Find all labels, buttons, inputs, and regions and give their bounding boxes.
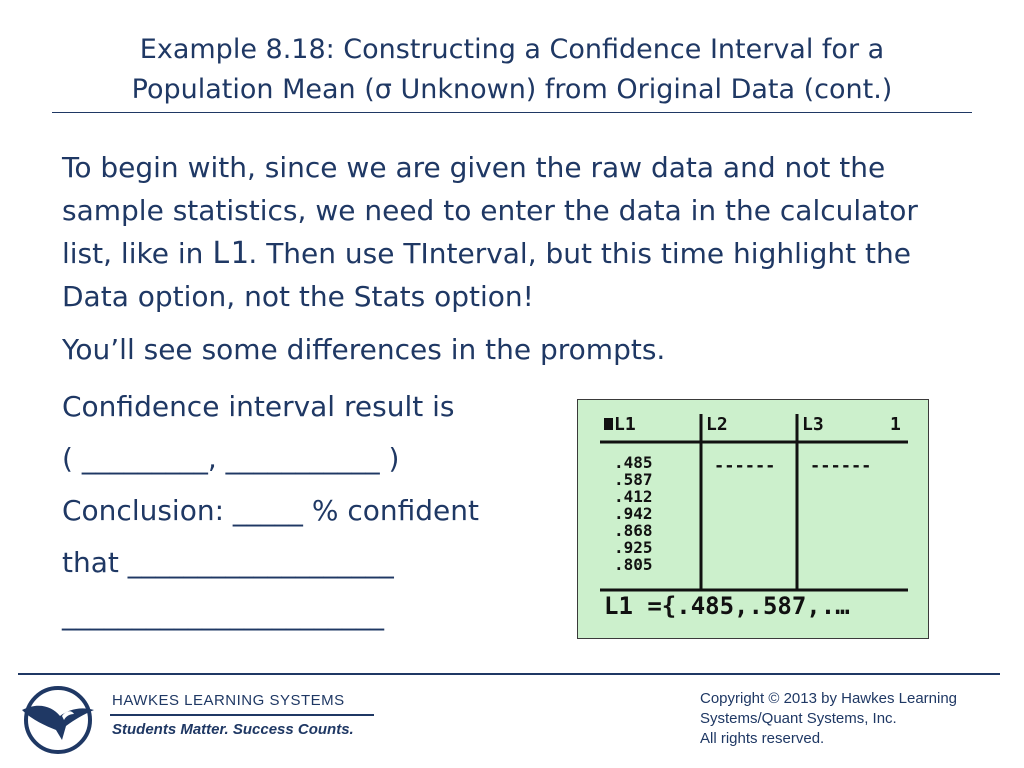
calc-value: .485 bbox=[614, 453, 653, 472]
copyright-notice bbox=[700, 689, 1010, 749]
calc-list2-placeholder: ------ bbox=[714, 456, 776, 476]
prompts-note: You’ll see some differences in the prompts. bbox=[62, 333, 666, 366]
title-divider bbox=[52, 112, 972, 113]
calc-header-l1: L1 bbox=[614, 414, 636, 435]
calc-value: .587 bbox=[614, 470, 653, 489]
calc-value: .942 bbox=[614, 504, 653, 523]
slide-title-line-2: Population Mean (σ Unknown) from Original Data (cont.) bbox=[131, 74, 893, 105]
result-line-3: Conclusion: _____ % confident bbox=[62, 494, 479, 527]
instruction-paragraph bbox=[62, 146, 962, 318]
instruction-text-1: To begin with, since we are given the raw data and not the sample statistics, we need to enter the data in the calculator list, like in bbox=[62, 151, 918, 270]
copyright-line-3: All rights reserved. bbox=[700, 730, 825, 747]
copyright-line-1: Copyright © 2013 by Hawkes Learning bbox=[700, 690, 958, 707]
copyright-line-2: Systems/Quant Systems, Inc. bbox=[700, 710, 897, 727]
calc-header-l2: L2 bbox=[706, 414, 728, 435]
result-line-4: that ___________________ bbox=[62, 546, 394, 579]
calc-value: .925 bbox=[614, 538, 653, 557]
result-line-5: _______________________ bbox=[62, 598, 384, 631]
brand-tagline: Students Matter. Success Counts. bbox=[112, 721, 354, 738]
brand-underline bbox=[110, 714, 374, 716]
result-line-1: Confidence interval result is bbox=[62, 390, 455, 423]
calc-list1-values bbox=[614, 454, 653, 573]
calc-header-index: 1 bbox=[890, 414, 901, 435]
list-name: L1 bbox=[212, 236, 249, 271]
calc-value: .805 bbox=[614, 555, 653, 574]
calc-entry-line: L1 ={.485,.587,.… bbox=[604, 592, 850, 620]
footer-divider bbox=[18, 673, 1000, 675]
calc-value: .412 bbox=[614, 487, 653, 506]
slide-title bbox=[40, 30, 984, 110]
slide-title-line-1: Example 8.18: Constructing a Confidence Interval for a bbox=[139, 34, 885, 65]
calc-header-l3: L3 bbox=[802, 414, 824, 435]
calc-value: .868 bbox=[614, 521, 653, 540]
instruction-text-2: . Then use TInterval, but this time highlight the Data option, not the Stats option! bbox=[62, 237, 912, 313]
calculator-screen bbox=[577, 399, 929, 639]
eagle-logo-icon bbox=[18, 680, 98, 760]
calc-list3-placeholder: ------ bbox=[810, 456, 872, 476]
result-line-2: ( _________, ___________ ) bbox=[62, 442, 400, 475]
brand-name: HAWKES LEARNING SYSTEMS bbox=[112, 692, 345, 709]
